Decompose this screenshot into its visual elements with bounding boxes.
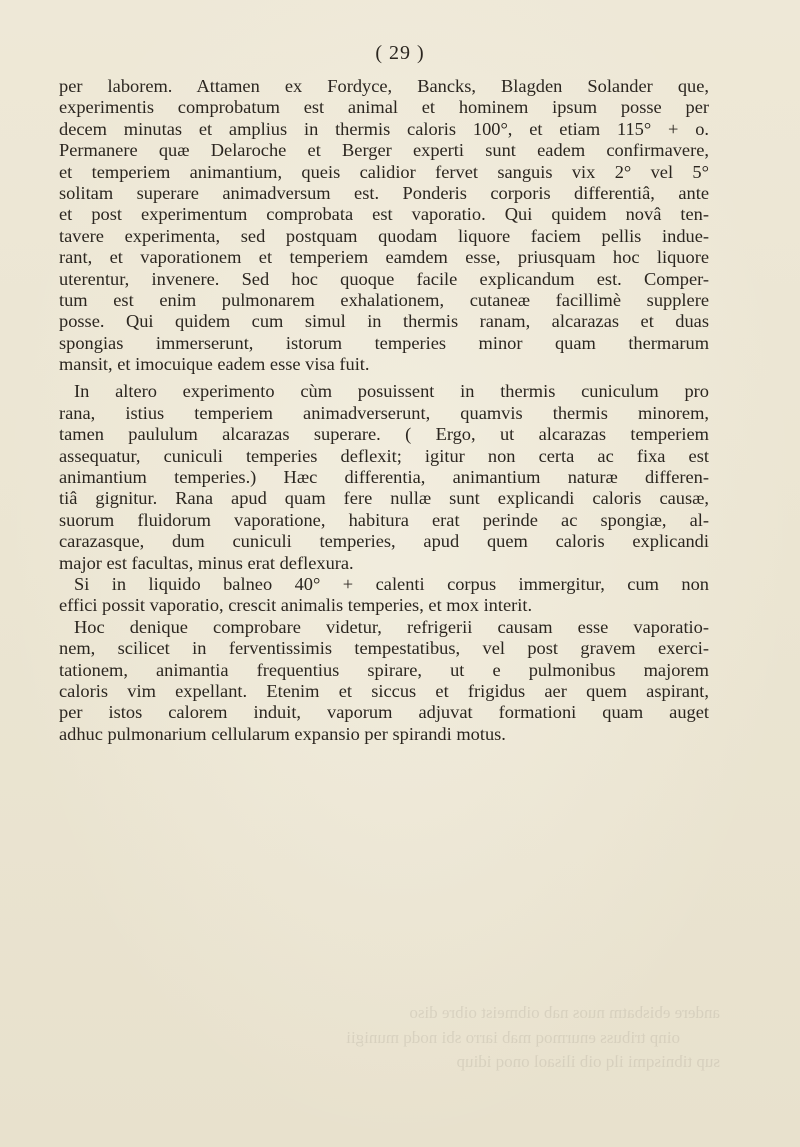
text-line: rana, istius temperiem animadverserunt, quamvis thermis minorem, (59, 402, 709, 423)
text-line: rant, et vaporationem et temperiem eamdem esse, priusquam hoc liquore (59, 247, 709, 268)
text-line: tavere experimenta, sed postquam quodam liquore faciem pellis indue- (59, 225, 709, 246)
bleed-through-line: sup tibnisqmi ilq oib ilisaol onoq idiup (456, 1052, 720, 1071)
paragraph (59, 574, 709, 617)
text-line: adhuc pulmonarium cellularum expansio per spirandi motus. (59, 723, 506, 744)
text-line: tamen paululum alcarazas superare. ( Ergo, ut alcarazas temperiem (59, 424, 709, 445)
text-line: posse. Qui quidem cum simul in thermis ranam, alcarazas et duas (59, 311, 709, 332)
text-line: tum est enim pulmonarem exhalationem, cutaneæ facillimè supplere (59, 289, 709, 310)
text-line: Si in liquido balneo 40° + calenti corpus immergitur, cum non (74, 573, 709, 594)
text-line: carazasque, dum cuniculi temperies, apud quem caloris explicandi (59, 531, 709, 552)
text-line: mansit, et imocuique eadem esse visa fuit. (59, 354, 370, 375)
text-line: et post experimentum comprobata est vaporatio. Qui quidem novâ ten- (59, 204, 709, 225)
text-line: suorum fluidorum vaporatione, habitura erat perinde ac spongiæ, al- (59, 509, 709, 530)
body-text (59, 76, 709, 745)
paragraph (59, 617, 709, 745)
paragraph (59, 76, 709, 375)
text-line: per istos calorem induit, vaporum adjuvat formationi quam auget (59, 702, 709, 723)
paragraph (59, 381, 709, 574)
text-line: per laborem. Attamen ex Fordyce, Bancks, Blagden Solander que, (59, 76, 709, 96)
text-line: tiâ gignitur. Rana apud quam fere nullæ sunt explicandi caloris causæ, (59, 488, 709, 509)
text-line: Permanere quæ Delaroche et Berger experti sunt eadem confirmavere, (59, 140, 709, 161)
text-line: decem minutas et amplius in thermis caloris 100°, et etiam 115° + o. (59, 118, 709, 139)
text-line: animantium temperies.) Hæc differentia, animantium naturæ differen- (59, 467, 709, 488)
text-line: uterentur, invenere. Sed hoc quoque facile explicandum est. Comper- (59, 268, 709, 289)
text-line: effici possit vaporatio, crescit animalis temperies, et mox interit. (59, 595, 533, 616)
text-line: spongias immerserunt, istorum temperies minor quam thermarum (59, 332, 709, 353)
bleed-through-line: oinp tribuss enurmoq mab iarro sbi nodq munigii (346, 1028, 680, 1047)
text-line: major est facultas, minus erat deflexura. (59, 552, 354, 573)
page-number: ( 29 ) (375, 42, 425, 64)
text-line: In altero experimento cùm posuissent in thermis cuniculum pro (74, 381, 709, 402)
text-line: et temperiem animantium, queis calidior fervet sanguis vix 2° vel 5° (59, 161, 709, 182)
text-line: caloris vim expellant. Etenim et siccus et frigidus aer quem aspirant, (59, 680, 709, 701)
text-line: experimentis comprobatum est animal et hominem ipsum posse per (59, 97, 709, 118)
text-line: tationem, animantia frequentius spirare, ut e pulmonibus majorem (59, 659, 709, 680)
text-line: Hoc denique comprobare videtur, refrigerii causam esse vaporatio- (74, 616, 709, 637)
bleed-through-line: andere ebisbatm nuos nab oibmeist oibre diso (409, 1003, 720, 1022)
text-line: assequatur, cuniculi temperies deflexit; igitur non certa ac fixa est (59, 445, 709, 466)
text-line: solitam superare animadversum est. Ponderis corporis differentiâ, ante (59, 182, 709, 203)
text-line: nem, scilicet in ferventissimis tempestatibus, vel post gravem exerci- (59, 638, 709, 659)
